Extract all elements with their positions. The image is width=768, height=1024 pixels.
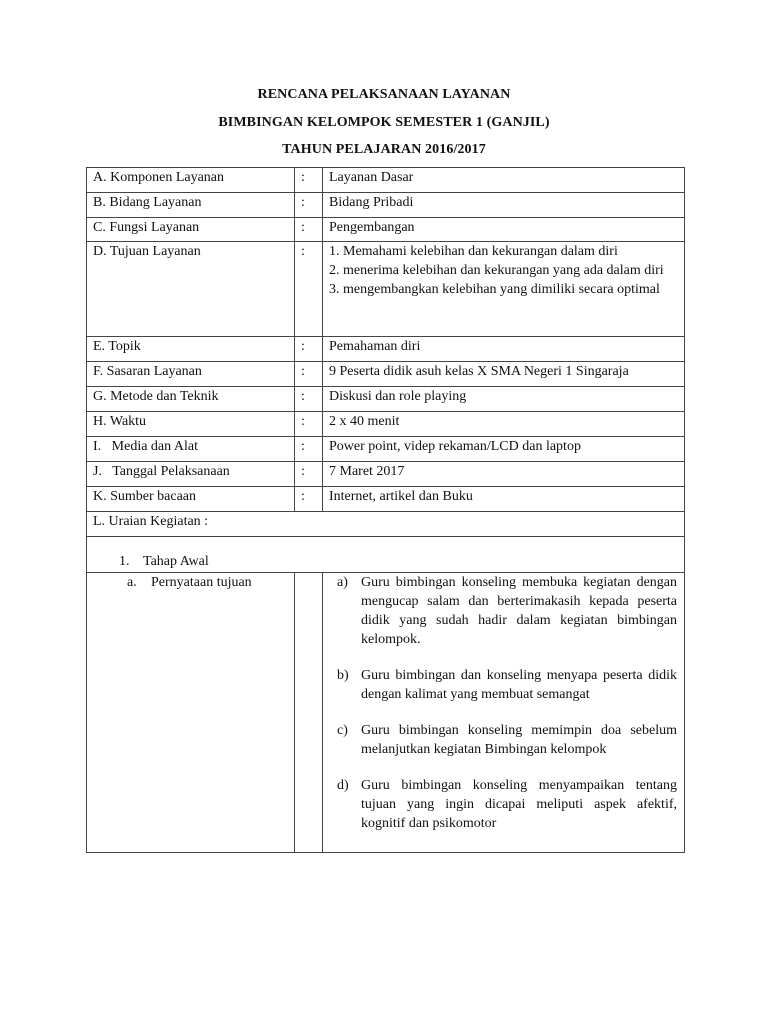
table-row — [87, 218, 685, 242]
table-row — [87, 437, 685, 462]
activity-letter: c) — [337, 723, 348, 738]
table-row — [87, 573, 685, 853]
row-label: G. Metode dan Teknik — [87, 387, 295, 412]
row-value: Layanan Dasar — [323, 168, 685, 193]
row-colon: : — [295, 362, 323, 387]
row-value: 2 x 40 menit — [323, 412, 685, 437]
row-label: B. Bidang Layanan — [87, 193, 295, 218]
activity-letter: d) — [337, 778, 349, 793]
table-row — [87, 537, 685, 573]
activity-item — [337, 573, 677, 649]
row-colon: : — [295, 218, 323, 242]
activity-text: Guru bimbingan konseling memimpin doa sebelum melanjutkan kegiatan Bimbingan kelompok — [361, 723, 677, 757]
doc-title-line1: RENCANA PELAKSANAAN LAYANAN — [257, 87, 511, 102]
row-label: A. Komponen Layanan — [87, 168, 295, 193]
tahap-awal-cell — [87, 537, 685, 573]
row-value: Bidang Pribadi — [323, 193, 685, 218]
table-row — [87, 462, 685, 487]
row-label: J. Tanggal Pelaksanaan — [87, 462, 295, 487]
doc-title-line3: TAHUN PELAJARAN 2016/2017 — [282, 142, 486, 157]
row-colon: : — [295, 337, 323, 362]
row-colon: : — [295, 168, 323, 193]
row-label: I. Media dan Alat — [87, 437, 295, 462]
uraian-label: L. Uraian Kegiatan : — [87, 512, 685, 537]
activity-text: Guru bimbingan dan konseling menyapa peserta didik dengan kalimat yang membuat semangat — [361, 668, 677, 702]
tujuan-item: 3. mengembangkan kelebihan yang dimiliki secara optimal — [329, 282, 660, 297]
table-row — [87, 168, 685, 193]
row-colon: : — [295, 387, 323, 412]
row-value: Diskusi dan role playing — [323, 387, 685, 412]
row-label: E. Topik — [87, 337, 295, 362]
table-row — [87, 242, 685, 337]
table-row — [87, 337, 685, 362]
activity-item — [337, 776, 677, 833]
row-label: C. Fungsi Layanan — [87, 218, 295, 242]
table-row — [87, 512, 685, 537]
tujuan-item: 1. Memahami kelebihan dan kekurangan dalam diri — [329, 244, 618, 259]
tujuan-item: 2. menerima kelebihan dan kekurangan yang ada dalam diri — [329, 263, 664, 278]
sub-step-label: Pernyataan tujuan — [151, 575, 252, 590]
row-colon: : — [295, 412, 323, 437]
row-value: Internet, artikel dan Buku — [323, 487, 685, 512]
step-number: 1. — [119, 554, 130, 569]
sub-step-cell — [87, 573, 295, 853]
activity-text: Guru bimbingan konseling menyampaikan tentang tujuan yang ingin dicapai meliputi aspek afektif, kognitif dan psikomotor — [361, 778, 677, 831]
step-label: Tahap Awal — [143, 554, 209, 569]
row-label: K. Sumber bacaan — [87, 487, 295, 512]
row-value: 7 Maret 2017 — [323, 462, 685, 487]
row-colon: : — [295, 437, 323, 462]
row-colon: : — [295, 193, 323, 218]
row-colon: : — [295, 242, 323, 337]
row-colon: : — [295, 487, 323, 512]
row-value: 9 Peserta didik asuh kelas X SMA Negeri 1 Singaraja — [323, 362, 685, 387]
sub-step — [93, 573, 288, 592]
activity-text: Guru bimbingan konseling membuka kegiatan dengan mengucap salam dan berterimakasih kepada peserta didik yang sudah hadir dalam kegiatan bimbingan kelompok. — [361, 575, 677, 647]
row-value: Pemahaman diri — [323, 337, 685, 362]
activity-item — [337, 666, 677, 704]
row-label: F. Sasaran Layanan — [87, 362, 295, 387]
tujuan-list — [323, 242, 685, 337]
row-colon: : — [295, 462, 323, 487]
sub-step-letter: a. — [127, 575, 137, 590]
empty-cell — [295, 573, 323, 853]
step-heading — [93, 537, 678, 571]
activities-cell — [323, 573, 685, 853]
doc-title-line2: BIMBINGAN KELOMPOK SEMESTER 1 (GANJIL) — [218, 115, 550, 130]
row-value: Power point, videp rekaman/LCD dan laptop — [323, 437, 685, 462]
table-row — [87, 193, 685, 218]
table-row — [87, 362, 685, 387]
activity-letter: b) — [337, 668, 349, 683]
table-row — [87, 412, 685, 437]
row-value: Pengembangan — [323, 218, 685, 242]
rpl-table — [86, 167, 685, 853]
activity-item — [337, 721, 677, 759]
row-label: H. Waktu — [87, 412, 295, 437]
table-row — [87, 487, 685, 512]
table-row — [87, 387, 685, 412]
row-label: D. Tujuan Layanan — [87, 242, 295, 337]
activity-letter: a) — [337, 575, 348, 590]
